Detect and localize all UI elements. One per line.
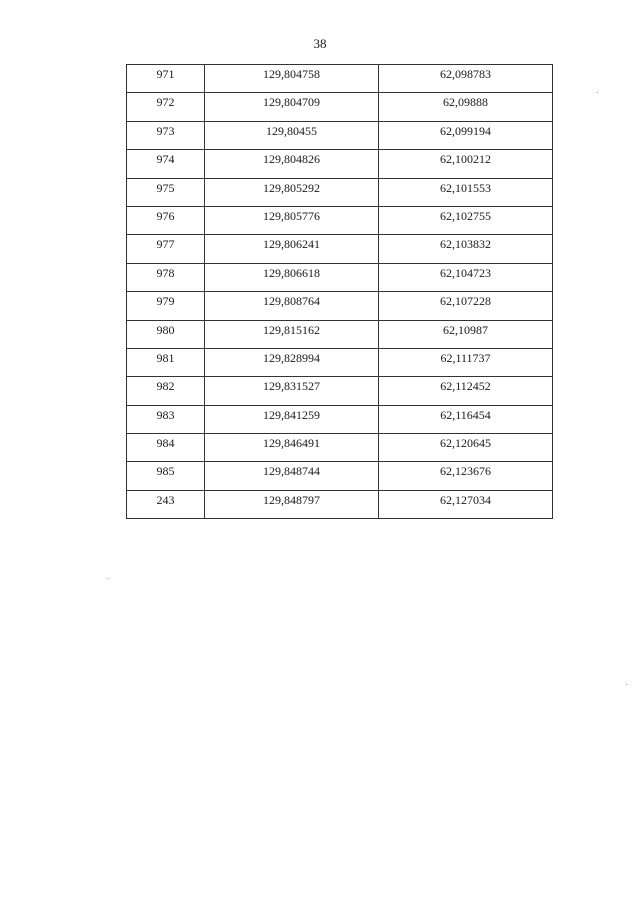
table-row <box>127 348 553 376</box>
table-row <box>127 206 553 234</box>
y-coordinate-cell: 62,104723 <box>379 263 553 291</box>
table-row <box>127 320 553 348</box>
y-coordinate-cell: 62,09888 <box>379 93 553 121</box>
y-coordinate-cell: 62,101553 <box>379 178 553 206</box>
point-number-cell: 972 <box>127 93 205 121</box>
table-row <box>127 178 553 206</box>
scan-speck <box>626 684 627 685</box>
table-row <box>127 150 553 178</box>
x-coordinate-cell: 129,806241 <box>205 235 379 263</box>
x-coordinate-cell: 129,80455 <box>205 121 379 149</box>
coordinates-table-body <box>127 65 553 519</box>
x-coordinate-cell: 129,808764 <box>205 292 379 320</box>
point-number-cell: 978 <box>127 263 205 291</box>
table-row <box>127 462 553 490</box>
table-row <box>127 292 553 320</box>
page-number: 38 <box>313 36 327 51</box>
x-coordinate-cell: 129,804826 <box>205 150 379 178</box>
x-coordinate-cell: 129,848797 <box>205 490 379 518</box>
x-coordinate-cell: 129,806618 <box>205 263 379 291</box>
point-number-cell: 984 <box>127 434 205 462</box>
x-coordinate-cell: 129,805776 <box>205 206 379 234</box>
y-coordinate-cell: 62,107228 <box>379 292 553 320</box>
point-number-cell: 979 <box>127 292 205 320</box>
table-row <box>127 121 553 149</box>
point-number-cell: 976 <box>127 206 205 234</box>
x-coordinate-cell: 129,828994 <box>205 348 379 376</box>
point-number-cell: 973 <box>127 121 205 149</box>
y-coordinate-cell: 62,123676 <box>379 462 553 490</box>
y-coordinate-cell: 62,116454 <box>379 405 553 433</box>
table-row <box>127 490 553 518</box>
x-coordinate-cell: 129,848744 <box>205 462 379 490</box>
table-row <box>127 434 553 462</box>
x-coordinate-cell: 129,831527 <box>205 377 379 405</box>
y-coordinate-cell: 62,100212 <box>379 150 553 178</box>
point-number-cell: 981 <box>127 348 205 376</box>
table-row <box>127 263 553 291</box>
x-coordinate-cell: 129,841259 <box>205 405 379 433</box>
y-coordinate-cell: 62,127034 <box>379 490 553 518</box>
y-coordinate-cell: 62,103832 <box>379 235 553 263</box>
table-row <box>127 93 553 121</box>
point-number-cell: 971 <box>127 65 205 93</box>
x-coordinate-cell: 129,804758 <box>205 65 379 93</box>
scan-speck <box>108 578 109 579</box>
y-coordinate-cell: 62,112452 <box>379 377 553 405</box>
y-coordinate-cell: 62,102755 <box>379 206 553 234</box>
coordinates-table <box>126 64 553 519</box>
table-row <box>127 377 553 405</box>
table-row <box>127 405 553 433</box>
point-number-cell: 983 <box>127 405 205 433</box>
y-coordinate-cell: 62,099194 <box>379 121 553 149</box>
point-number-cell: 974 <box>127 150 205 178</box>
y-coordinate-cell: 62,10987 <box>379 320 553 348</box>
point-number-cell: 985 <box>127 462 205 490</box>
x-coordinate-cell: 129,846491 <box>205 434 379 462</box>
y-coordinate-cell: 62,111737 <box>379 348 553 376</box>
point-number-cell: 975 <box>127 178 205 206</box>
x-coordinate-cell: 129,815162 <box>205 320 379 348</box>
x-coordinate-cell: 129,804709 <box>205 93 379 121</box>
y-coordinate-cell: 62,120645 <box>379 434 553 462</box>
point-number-cell: 977 <box>127 235 205 263</box>
scan-speck <box>597 92 598 93</box>
point-number-cell: 980 <box>127 320 205 348</box>
point-number-cell: 243 <box>127 490 205 518</box>
point-number-cell: 982 <box>127 377 205 405</box>
x-coordinate-cell: 129,805292 <box>205 178 379 206</box>
y-coordinate-cell: 62,098783 <box>379 65 553 93</box>
table-row <box>127 235 553 263</box>
table-row <box>127 65 553 93</box>
